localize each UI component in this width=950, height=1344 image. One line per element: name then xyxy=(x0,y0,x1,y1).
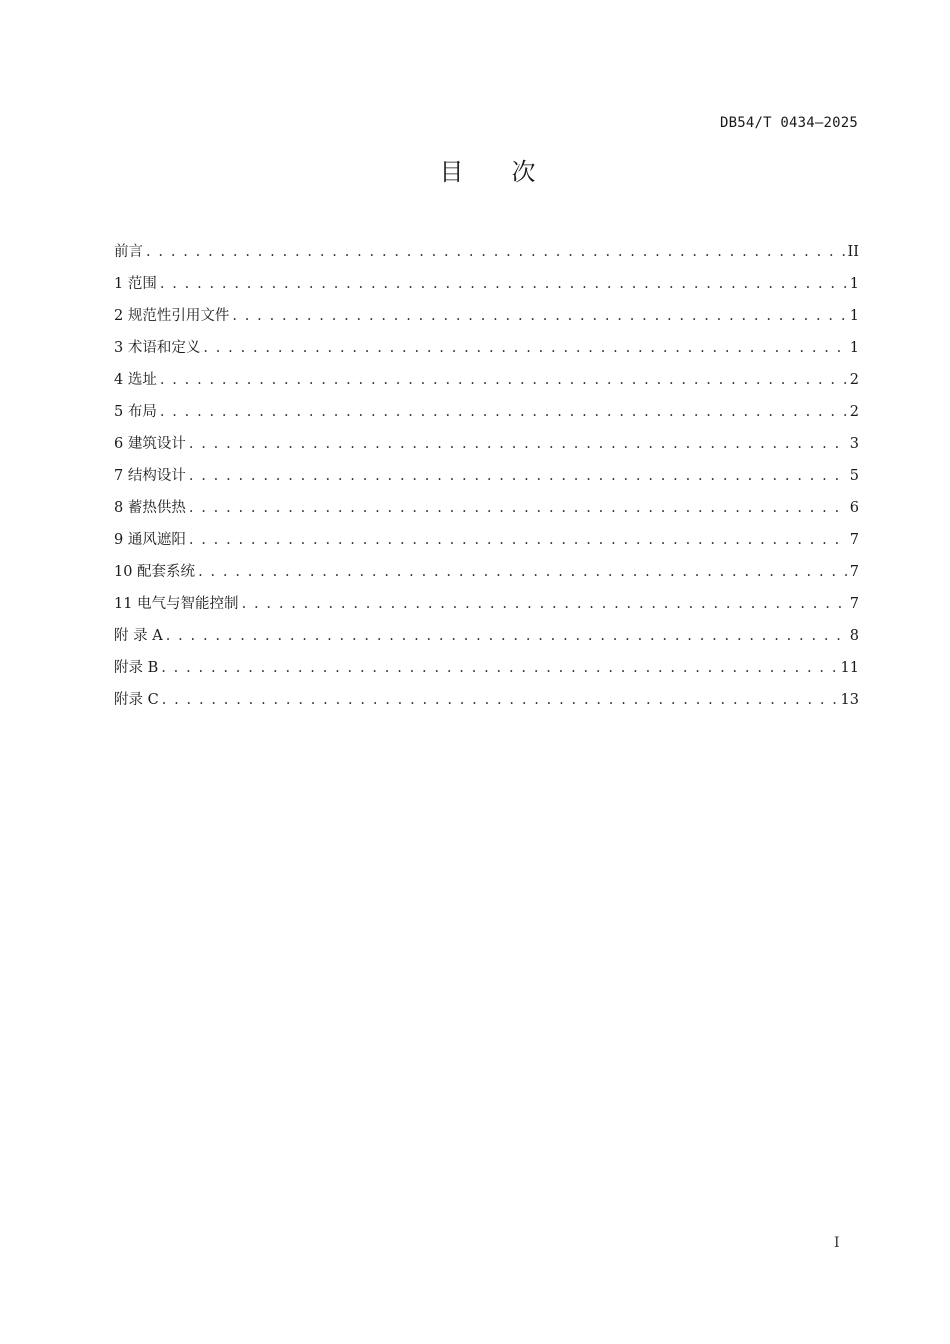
toc-entry-ventilation-shading[interactable] xyxy=(114,528,859,560)
toc-dot-leader xyxy=(160,276,847,292)
toc-entry-label: 附录 C xyxy=(114,692,159,708)
toc-entry-scope[interactable] xyxy=(114,272,859,304)
toc-dot-leader xyxy=(162,692,838,708)
toc-entry-label: 9 通风遮阳 xyxy=(114,532,186,548)
toc-entry-label: 2 规范性引用文件 xyxy=(114,308,230,324)
toc-entry-page: 8 xyxy=(849,628,859,644)
document-code: DB54/T 0434—2025 xyxy=(719,115,858,131)
toc-dot-leader xyxy=(189,532,847,548)
toc-dot-leader xyxy=(189,500,847,516)
toc-entry-page: 13 xyxy=(840,692,859,708)
toc-entry-label: 6 建筑设计 xyxy=(114,436,186,452)
toc-entry-page: 1 xyxy=(849,308,859,324)
toc-entry-site-selection[interactable] xyxy=(114,368,859,400)
toc-entry-appendix-c[interactable] xyxy=(114,688,859,720)
toc-entry-structural-design[interactable] xyxy=(114,464,859,496)
toc-entry-heat-storage[interactable] xyxy=(114,496,859,528)
toc-entry-page: 11 xyxy=(840,660,859,676)
table-of-contents xyxy=(114,240,859,720)
toc-entry-label: 8 蓄热供热 xyxy=(114,500,186,516)
toc-entry-page: 7 xyxy=(849,532,859,548)
toc-dot-leader xyxy=(242,596,847,612)
toc-dot-leader xyxy=(232,308,846,324)
toc-dot-leader xyxy=(160,404,847,420)
toc-entry-label: 附 录 A xyxy=(114,628,163,644)
toc-entry-page: 2 xyxy=(849,372,859,388)
toc-entry-label: 5 布局 xyxy=(114,404,157,420)
toc-entry-page: II xyxy=(847,244,859,260)
toc-entry-appendix-a[interactable] xyxy=(114,624,859,656)
toc-entry-terms-definitions[interactable] xyxy=(114,336,859,368)
toc-entry-label: 1 范围 xyxy=(114,276,157,292)
toc-entry-appendix-b[interactable] xyxy=(114,656,859,688)
toc-dot-leader xyxy=(161,660,837,676)
toc-dot-leader xyxy=(160,372,847,388)
toc-entry-page: 6 xyxy=(849,500,859,516)
toc-entry-label: 附录 B xyxy=(114,660,159,676)
toc-entry-page: 1 xyxy=(849,340,859,356)
toc-entry-architectural-design[interactable] xyxy=(114,432,859,464)
toc-entry-label: 7 结构设计 xyxy=(114,468,186,484)
toc-entry-layout[interactable] xyxy=(114,400,859,432)
toc-entry-page: 7 xyxy=(849,564,859,580)
toc-entry-label: 前言 xyxy=(114,244,143,260)
toc-entry-label: 4 选址 xyxy=(114,372,157,388)
title-char-1: 目 xyxy=(439,158,464,186)
toc-entry-page: 7 xyxy=(849,596,859,612)
toc-entry-foreword[interactable] xyxy=(114,240,859,272)
toc-dot-leader xyxy=(189,468,847,484)
toc-entry-page: 5 xyxy=(849,468,859,484)
toc-entry-page: 1 xyxy=(849,276,859,292)
toc-entry-label: 11 电气与智能控制 xyxy=(114,596,239,612)
toc-dot-leader xyxy=(203,340,846,356)
toc-entry-label: 3 术语和定义 xyxy=(114,340,201,356)
toc-entry-electrical-control[interactable] xyxy=(114,592,859,624)
page-title xyxy=(0,152,950,187)
page-number: I xyxy=(834,1235,840,1251)
toc-dot-leader xyxy=(166,628,847,644)
toc-dot-leader xyxy=(146,244,845,260)
toc-entry-label: 10 配套系统 xyxy=(114,564,196,580)
toc-dot-leader xyxy=(189,436,847,452)
toc-dot-leader xyxy=(198,564,847,580)
toc-entry-supporting-systems[interactable] xyxy=(114,560,859,592)
toc-entry-page: 2 xyxy=(849,404,859,420)
toc-entry-page: 3 xyxy=(849,436,859,452)
toc-entry-normative-references[interactable] xyxy=(114,304,859,336)
title-char-2: 次 xyxy=(511,158,536,186)
